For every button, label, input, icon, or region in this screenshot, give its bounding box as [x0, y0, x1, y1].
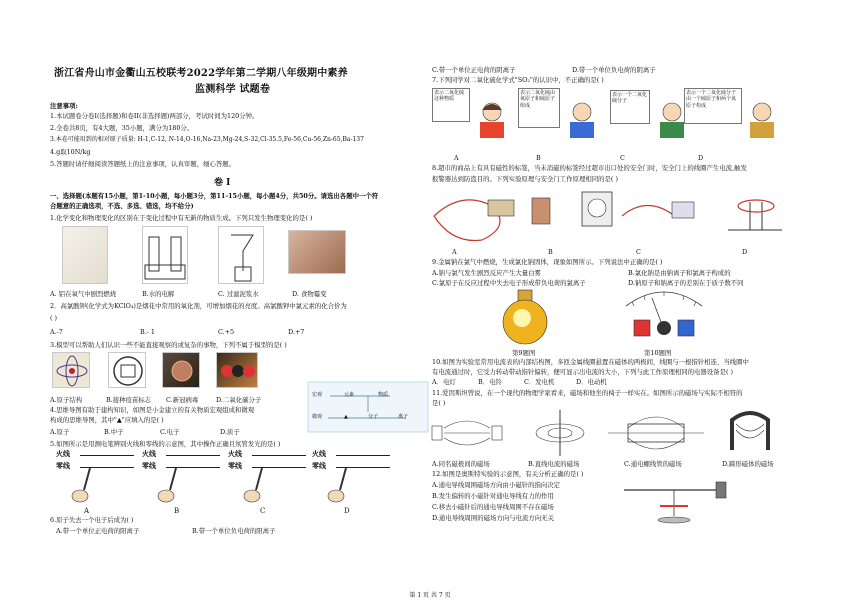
- mindmap-node: 宏观: [312, 392, 323, 398]
- q5-label-b: B: [174, 507, 180, 515]
- q10-caption: 第10题图: [644, 349, 672, 357]
- speech-bubble: 表示二氧化硫这种物质: [432, 88, 470, 122]
- question-2-paren: ( ): [50, 314, 58, 322]
- q1-image-burning: [62, 226, 108, 284]
- q12-option-b: B.发生偏转的小磁针对通电导线有力的作用: [432, 492, 554, 500]
- q1-image-filtration: [218, 226, 264, 284]
- q7-label-b: B: [536, 154, 541, 162]
- mindmap-lines: [308, 382, 428, 432]
- page-footer: 第 1 页 共 7 页: [409, 592, 451, 599]
- q4-option-c: C.电子: [160, 428, 180, 436]
- speech-bubble: 表示二氧化硫由氧原子和硫原子组成: [518, 88, 560, 128]
- q3-image-atom: [52, 352, 90, 388]
- tester-pen-hands: [50, 466, 430, 506]
- q5-label-d: D: [344, 507, 350, 515]
- q10-option-c: C．发电机: [524, 378, 555, 386]
- question-1: 1.化学变化和物理变化的区别在于变化过程中有无新的物质生成。下列只发生物理变化的是( ): [50, 214, 313, 222]
- atom-icon: [53, 353, 91, 389]
- exam-title: 浙江省舟山市金衢山五校联考2022学年第二学期八年级期中素养: [54, 68, 348, 79]
- mindmap-node: 微观: [312, 414, 323, 420]
- q12-option-c: C.移去小磁针后的通电导线周围不存在磁场: [432, 503, 554, 511]
- q8-label-d: D: [742, 248, 748, 256]
- question-6: 6.原子失去一个电子后成为( ): [50, 516, 134, 524]
- question-11-cont: 是( ): [432, 399, 446, 407]
- mindmap-node: 元素: [344, 392, 355, 398]
- virus-icon: [163, 353, 201, 389]
- note-item: 4.g取10N/kg: [50, 148, 91, 156]
- note-item: 3.本卷可能用到的相对原子质量: H-1,C-12, N-14,O-16,Na-23,Mg-24,S-32,Cl-35.5,Fe-56,Cu-56,Zn-65,Ba-137: [50, 136, 364, 143]
- question-9: 9.金属钠在氯气中燃烧，生成氯化钠固体，现象如图所示。下列说法中正确的是( ): [432, 258, 663, 266]
- q10-option-b: B．电铃: [478, 378, 502, 386]
- note-item: 2.全卷共8页，有4大题，35小题，满分为180分。: [50, 124, 194, 132]
- q3-option-a: A.原子结构: [50, 396, 83, 404]
- q9-flask-figure: [496, 290, 556, 346]
- question-11: 11.爱因斯坦曾说，在一个现代的物理学家看来，磁场和他坐的椅子一样实在。如图所示的磁场与实际不相符的: [432, 389, 743, 397]
- q3-image-co2-molecule: [216, 352, 258, 388]
- q10-option-a: A．电灯: [432, 378, 456, 386]
- q9-option-a: A.钠与氯气发生剧烈反应产生大量白雾: [432, 269, 541, 277]
- q9-caption: 第9题图: [512, 349, 536, 357]
- q11-magnetic-field-figures: [432, 410, 812, 458]
- q11-option-c: C.通电螺线管的磁场: [624, 460, 682, 468]
- q8-label-c: C: [636, 248, 641, 256]
- q3-image-vaccine-sign: [108, 352, 146, 388]
- q6-option-a: A.带一个单位正电荷的阳离子: [56, 527, 140, 535]
- q7-label-d: D: [698, 154, 704, 162]
- q2-option-c: C.+5: [218, 328, 235, 336]
- live-wire-label: 火线: [228, 449, 242, 458]
- filter-funnel-icon: [219, 227, 265, 285]
- q5-label-a: A: [84, 507, 90, 515]
- mindmap-node: 离子: [398, 414, 409, 420]
- q9-option-c: C.氯原子在反应过程中失去电子形成带负电荷的氯离子: [432, 279, 586, 287]
- note-item: 1.本试题卷分卷I(选择题)和卷II(非选择题)两部分，考试时间为120分钟。: [50, 112, 259, 120]
- question-2: 2．高氯酸钾(化学式为KClO₄)是烟花中常用的氧化剂，可增加烟花的亮度。高氯酸钾中氯元素的化合价为: [50, 302, 347, 310]
- live-wire: [252, 455, 306, 456]
- section-heading: 一、选择题(本题有15小题，第1-10小题，每小题3分，第11-15小题，每小题4分，共50分。请选出各题中一个符: [50, 192, 379, 200]
- q6-option-d: D.带一个单位负电荷的阴离子: [572, 66, 656, 74]
- q4-option-b: B.中子: [104, 428, 124, 436]
- q12-oersted-figure: [620, 476, 730, 526]
- question-3: 3.模型可以帮助人们认识一些不能直接观察的或复杂的事物，下列不属于模型的是( ): [50, 341, 287, 349]
- q10-ammeter-figure: [622, 286, 706, 346]
- q11-option-a: A.同名磁极间的磁场: [432, 460, 490, 468]
- q8-experiment-figures: [432, 186, 812, 246]
- mindmap-node: 分子: [368, 414, 379, 420]
- neutral-wire-label: 零线: [142, 461, 156, 470]
- vaccine-sign-icon: [109, 353, 147, 389]
- speech-bubble: 表示一个二氧化硫分子: [610, 90, 650, 124]
- question-8-cont: 报警器达到防盗目的。下列实验原理与安全门工作原理相同的是( ): [432, 175, 618, 183]
- q8-label-a: A: [452, 248, 457, 256]
- question-10: 10.如图为实验室常用电流表的内部结构图，多匝金属线圈悬置在磁体的两极间，线圈与一根指针相连，当线圈中: [432, 358, 749, 366]
- q6-option-b: B.带一个单位负电荷的阳离子: [192, 527, 276, 535]
- q8-label-b: B: [548, 248, 553, 256]
- q4-option-d: D.质子: [220, 428, 240, 436]
- q1-option-d: D. 食物霉变: [292, 290, 327, 298]
- student-icon: [562, 100, 602, 140]
- q11-option-b: B.直线电流的磁场: [528, 460, 580, 468]
- q7-label-c: C: [620, 154, 625, 162]
- q2-option-b: B.- 1: [140, 328, 155, 336]
- q3-option-b: B.接种疫苗标志: [106, 396, 152, 404]
- q1-option-b: B.水的电解: [142, 290, 175, 298]
- electrolysis-icon: [143, 227, 189, 285]
- question-4-cont: 构成的思维导图，其中"▲"应填入的是( ): [50, 416, 164, 424]
- speech-bubble: 表示一个二氧化硫分子由一个硫原子和两个氧原子构成: [684, 88, 742, 124]
- q7-label-a: A: [454, 154, 459, 162]
- part-title: 卷 I: [214, 178, 231, 188]
- live-wire-label: 火线: [56, 449, 70, 458]
- exam-subtitle: 监测科学 试题卷: [195, 84, 271, 95]
- question-8: 8.超市的商品上有具有磁性的标签，当未消磁的标签经过超市出口处的安全门时，安全门上的线圈产生电流,触发: [432, 164, 747, 172]
- q3-image-virus: [162, 352, 200, 388]
- q9-option-b: B.氯化钠是由钠离子和氯离子构成的: [628, 269, 731, 277]
- question-10-cont: 有电流通过时，它受力转动带动指针偏转，便可显示出电流的大小，下列与此工作原理相同的电器设备是( ): [432, 368, 733, 376]
- note-item: 5.答题时请仔细阅读答题纸上的注意事项，认真审题，细心答题。: [50, 160, 236, 168]
- neutral-wire-label: 零线: [312, 461, 326, 470]
- q2-option-a: A.-7: [50, 328, 63, 336]
- section-heading-cont: 合题意的正确选项，不选、多选、错选，均不给分): [50, 202, 194, 210]
- q4-mindmap: [308, 382, 428, 432]
- question-7: 7.下列同学对二氧化硫化学式"SO₂"的认识中，不正确的是( ): [432, 76, 604, 84]
- question-5: 5.如图所示是用测电笔辨别火线和零线的示意图，其中操作正确且氖管发光的是( ): [50, 440, 281, 448]
- student-icon: [472, 100, 512, 140]
- q12-option-a: A.通电导线周围磁场方向由小磁针的指向决定: [432, 481, 561, 489]
- live-wire-label: 火线: [142, 449, 156, 458]
- q5-label-c: C: [260, 507, 266, 515]
- question-12: 12.如图是奥斯特实验的示意图，有关分析正确的是( ): [432, 470, 584, 478]
- neutral-wire-label: 零线: [56, 461, 70, 470]
- student-icon: [742, 100, 782, 140]
- q12-option-d: D.通电导线周围的磁场方向与电流方向无关: [432, 514, 554, 522]
- q3-option-d: D.二氧化碳分子: [216, 396, 262, 404]
- mindmap-node: ▲: [344, 414, 348, 420]
- live-wire-label: 火线: [312, 449, 326, 458]
- q1-image-electrolysis: [142, 226, 188, 284]
- mindmap-node: 物质: [378, 392, 389, 398]
- q3-option-c: C.新冠病毒: [166, 396, 199, 404]
- q1-option-a: A. 铝在氧气中剧烈燃烧: [50, 290, 117, 298]
- notes-heading: 注意事项:: [50, 102, 78, 110]
- q1-image-mold: [288, 230, 346, 274]
- question-4: 4.思维导图有助于建构知识，如图是小金建立的有关物质宏观组成和微观: [50, 406, 255, 414]
- q4-option-a: A.原子: [50, 428, 70, 436]
- q2-option-d: D.+7: [288, 328, 305, 336]
- q10-option-d: D．电动机: [576, 378, 607, 386]
- live-wire: [336, 455, 390, 456]
- q11-option-d: D.蹄形磁体的磁场: [722, 460, 774, 468]
- live-wire: [166, 455, 220, 456]
- neutral-wire-label: 零线: [228, 461, 242, 470]
- molecule-icon: [217, 353, 259, 389]
- live-wire: [80, 455, 134, 456]
- q1-option-c: C. 过滤泥浆水: [218, 290, 259, 298]
- q6-option-c: C.带一个单位正电荷的阴离子: [432, 66, 516, 74]
- q9-option-d: D.钠原子和钠离子的差别在于质子数不同: [628, 279, 744, 287]
